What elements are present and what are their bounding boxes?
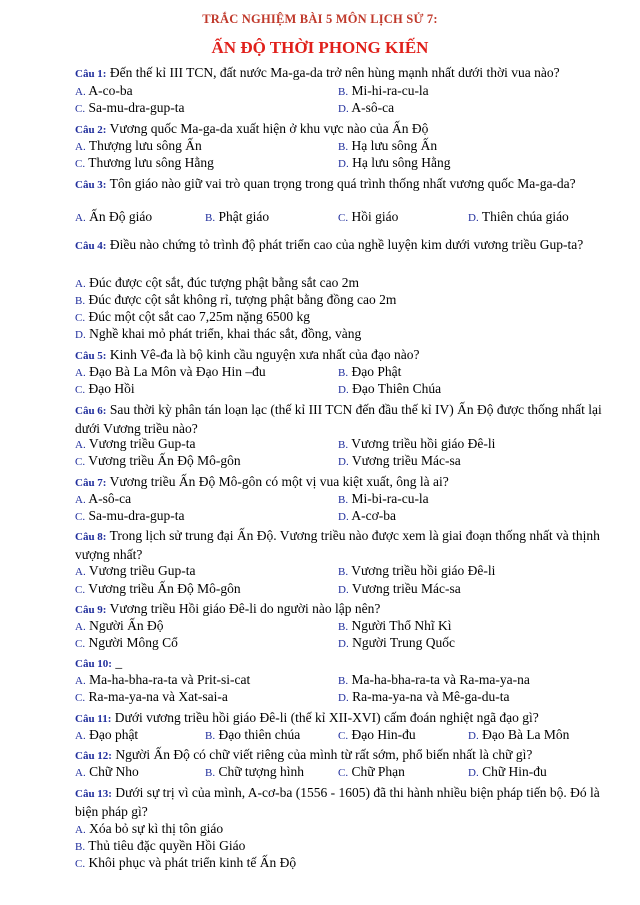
- option-text: Ra-ma-ya-na và Mê-ga-du-ta: [352, 689, 510, 704]
- question-text: Trong lịch sử trung đại Ấn Độ. Vương triều nào được xem là giai đoạn thống nhất và thịnh vượng nhất?: [75, 528, 600, 562]
- option-text: Ra-ma-ya-na và Xat-sai-a: [88, 689, 228, 704]
- option-letter: B.: [75, 295, 86, 307]
- option-d[interactable]: [338, 452, 461, 471]
- option-letter: C.: [75, 456, 86, 468]
- option-letter: B.: [205, 767, 216, 779]
- option-text: Hạ lưu sông Hằng: [352, 155, 451, 170]
- question-number: Câu 1:: [75, 68, 107, 80]
- question-3: [75, 175, 615, 194]
- document-title: ẤN ĐỘ THỜI PHONG KIẾN: [211, 38, 429, 57]
- question-text: Đến thế kỉ III TCN, đất nước Ma-ga-da trở nên hùng mạnh nhất dưới thời vua nào?: [109, 65, 560, 80]
- option-text: Đạo Thiên Chúa: [352, 381, 442, 396]
- option-letter: C.: [338, 730, 349, 742]
- option-c[interactable]: [75, 634, 178, 653]
- option-text: Mi-bi-ra-cu-la: [351, 491, 429, 506]
- question-number: Câu 11:: [75, 713, 112, 725]
- option-letter: C.: [338, 767, 349, 779]
- option-letter: B.: [338, 675, 349, 687]
- question-number: Câu 8:: [75, 531, 107, 543]
- option-letter: A.: [75, 367, 86, 379]
- question-number: Câu 5:: [75, 350, 107, 362]
- option-text: Đạo phật: [89, 727, 139, 742]
- option-text: Đạo Hồi: [88, 381, 135, 396]
- option-letter: A.: [75, 730, 86, 742]
- option-letter: C.: [75, 584, 86, 596]
- option-d[interactable]: [468, 726, 569, 745]
- question-text: Vương triều Ấn Độ Mô-gôn có một vị vua kiệt xuất, ông là ai?: [109, 474, 449, 489]
- option-letter: A.: [75, 767, 86, 779]
- option-d[interactable]: [75, 325, 361, 344]
- option-letter: C.: [75, 103, 86, 115]
- option-d[interactable]: [338, 507, 396, 526]
- option-text: Vương triều Gup-ta: [88, 436, 196, 451]
- option-text: Chữ Phạn: [351, 764, 405, 779]
- option-d[interactable]: [468, 763, 547, 782]
- option-letter: A.: [75, 621, 86, 633]
- option-letter: B.: [205, 212, 216, 224]
- option-d[interactable]: [338, 580, 461, 599]
- question-text: Dưới vương triều hồi giáo Đê-li (thế kỉ XII-XVI) cấm đoán nghiệt ngã đạo gì?: [114, 710, 539, 725]
- option-letter: B.: [338, 494, 349, 506]
- option-c[interactable]: [75, 580, 241, 599]
- option-d[interactable]: [338, 688, 510, 707]
- option-text: Người Trung Quốc: [352, 635, 456, 650]
- option-letter: B.: [338, 367, 349, 379]
- option-text: Nghề khai mỏ phát triển, khai thác sắt, đồng, vàng: [89, 326, 362, 341]
- option-text: Khôi phục và phát triển kinh tế Ấn Độ: [88, 855, 297, 870]
- option-letter: A.: [75, 278, 86, 290]
- question-number: Câu 3:: [75, 179, 107, 191]
- option-letter: A.: [75, 86, 86, 98]
- option-text: Vương triều hồi giáo Đê-li: [351, 563, 496, 578]
- option-text: Đúc được cột sắt không rỉ, tượng phật bằng đồng cao 2m: [88, 292, 397, 307]
- question-text: Người Ấn Độ có chữ viết riêng của mình từ rất sớm, phổ biến nhất là chữ gì?: [115, 747, 533, 762]
- option-text: Người Mông Cổ: [88, 635, 178, 650]
- question-text: Vương quốc Ma-ga-da xuất hiện ở khu vực nào của Ấn Độ: [109, 121, 429, 136]
- question-number: Câu 7:: [75, 477, 107, 489]
- option-c[interactable]: [75, 452, 241, 471]
- option-letter: D.: [468, 212, 479, 224]
- option-a[interactable]: [75, 726, 138, 745]
- option-letter: C.: [75, 638, 86, 650]
- option-c[interactable]: [338, 208, 398, 227]
- option-text: Vương triều Gup-ta: [88, 563, 196, 578]
- option-c[interactable]: [75, 154, 214, 173]
- option-letter: B.: [338, 141, 349, 153]
- option-b[interactable]: [338, 562, 495, 581]
- question-4: [75, 236, 615, 255]
- option-text: Đạo Bà La Môn và Đạo Hin –đu: [89, 364, 266, 379]
- option-letter: C.: [338, 212, 349, 224]
- option-b[interactable]: [205, 726, 300, 745]
- option-text: Hạ lưu sông Ấn: [351, 138, 438, 153]
- option-b[interactable]: [205, 208, 269, 227]
- question-number: Câu 6:: [75, 405, 107, 417]
- option-c[interactable]: [75, 380, 135, 399]
- question-number: Câu 2:: [75, 124, 107, 136]
- option-text: Đạo thiên chúa: [218, 727, 301, 742]
- option-text: Ấn Độ giáo: [89, 209, 153, 224]
- option-letter: D.: [338, 511, 349, 523]
- option-c[interactable]: [338, 763, 405, 782]
- question-6: [75, 401, 615, 438]
- option-letter: C.: [75, 384, 86, 396]
- option-text: Ma-ha-bha-ra-ta và Ra-ma-ya-na: [351, 672, 530, 687]
- option-a[interactable]: [75, 763, 139, 782]
- option-d[interactable]: [338, 634, 455, 653]
- question-text: Điều nào chứng tỏ trình độ phát triển cao của nghề luyện kim dưới vương triều Gup-ta?: [109, 237, 584, 252]
- option-text: Chữ Nho: [89, 764, 139, 779]
- question-text: Tôn giáo nào giữ vai trò quan trọng trong quá trình thống nhất vương quốc Ma-ga-da?: [109, 176, 576, 191]
- option-text: A-sô-ca: [88, 491, 132, 506]
- option-c[interactable]: [75, 99, 184, 118]
- option-text: Đúc một cột sắt cao 7,25m nặng 6500 kg: [88, 309, 311, 324]
- option-text: A-co-ba: [88, 83, 133, 98]
- option-letter: D.: [338, 103, 349, 115]
- option-text: Thượng lưu sông Ấn: [88, 138, 202, 153]
- question-text: Kinh Vê-đa là bộ kinh cầu nguyện xưa nhất của đạo nào?: [109, 347, 420, 362]
- option-text: Sa-mu-dra-gup-ta: [88, 508, 185, 523]
- option-letter: D.: [338, 456, 349, 468]
- option-letter: D.: [338, 384, 349, 396]
- option-text: Xóa bỏ sự kì thị tôn giáo: [89, 821, 224, 836]
- option-letter: C.: [75, 511, 86, 523]
- option-text: Hồi giáo: [351, 209, 399, 224]
- option-text: Sa-mu-dra-gup-ta: [88, 100, 185, 115]
- option-letter: B.: [75, 841, 86, 853]
- option-text: Đạo Phật: [351, 364, 402, 379]
- question-13: [75, 784, 615, 821]
- option-letter: D.: [338, 158, 349, 170]
- option-text: Đạo Hin-đu: [351, 727, 416, 742]
- question-number: Câu 13:: [75, 788, 112, 800]
- option-text: A-cơ-ba: [351, 508, 396, 523]
- option-letter: D.: [338, 692, 349, 704]
- document-subtitle: TRẮC NGHIỆM BÀI 5 MÔN LỊCH SỬ 7:: [202, 12, 438, 26]
- option-c[interactable]: [75, 507, 184, 526]
- option-text: Người Ấn Độ: [89, 618, 164, 633]
- option-c[interactable]: [75, 854, 296, 873]
- option-text: Đạo Bà La Môn: [482, 727, 570, 742]
- option-d[interactable]: [338, 380, 441, 399]
- option-text: Chữ Hin-đu: [482, 764, 547, 779]
- option-letter: C.: [75, 158, 86, 170]
- option-letter: C.: [75, 692, 86, 704]
- option-letter: A.: [75, 141, 86, 153]
- option-text: Người Thổ Nhĩ Kì: [351, 618, 452, 633]
- option-letter: D.: [338, 584, 349, 596]
- option-letter: B.: [338, 621, 349, 633]
- question-8: [75, 527, 615, 564]
- question-number: Câu 9:: [75, 604, 107, 616]
- option-text: Thương lưu sông Hằng: [88, 155, 214, 170]
- option-text: Ma-ha-bha-ra-ta và Prit-si-cat: [89, 672, 251, 687]
- option-text: Vương triều Mác-sa: [351, 453, 461, 468]
- option-letter: B.: [205, 730, 216, 742]
- question-number: Câu 12:: [75, 750, 112, 762]
- option-text: Mi-hi-ra-cu-la: [351, 83, 429, 98]
- option-a[interactable]: [75, 562, 196, 581]
- option-letter: A.: [75, 675, 86, 687]
- option-d[interactable]: [468, 208, 569, 227]
- question-text: Vương triều Hồi giáo Đê-li do người nào lập nên?: [109, 601, 381, 616]
- option-letter: D.: [468, 767, 479, 779]
- option-letter: A.: [75, 566, 86, 578]
- option-letter: D.: [75, 329, 86, 341]
- option-d[interactable]: [338, 154, 451, 173]
- question-number: Câu 4:: [75, 240, 107, 252]
- option-text: Đúc được cột sắt, đúc tượng phật bằng sắt cao 2m: [89, 275, 360, 290]
- option-text: Vương triều Ấn Độ Mô-gôn: [88, 453, 241, 468]
- option-letter: A.: [75, 212, 86, 224]
- option-b[interactable]: [205, 763, 304, 782]
- question-text: _: [115, 655, 123, 670]
- option-d[interactable]: [338, 99, 394, 118]
- option-text: Vương triều hồi giáo Đê-li: [351, 436, 496, 451]
- option-c[interactable]: [338, 726, 416, 745]
- question-text: Sau thời kỳ phân tán loạn lạc (thế kỉ III TCN đến đầu thế kỉ IV) Ấn Độ được thống nhất lại dưới Vương triều nào?: [75, 402, 602, 436]
- option-text: Phật giáo: [218, 209, 270, 224]
- option-a[interactable]: [75, 208, 152, 227]
- option-text: Thủ tiêu đặc quyền Hồi Giáo: [88, 838, 246, 853]
- question-1: [75, 64, 615, 83]
- option-text: Thiên chúa giáo: [481, 209, 569, 224]
- option-c[interactable]: [75, 688, 228, 707]
- option-letter: B.: [338, 566, 349, 578]
- option-letter: A.: [75, 494, 86, 506]
- question-number: Câu 10:: [75, 658, 112, 670]
- option-letter: B.: [338, 439, 349, 451]
- option-text: Chữ tượng hình: [218, 764, 304, 779]
- option-letter: A.: [75, 824, 86, 836]
- question-text: Dưới sự trị vì của mình, A-cơ-ba (1556 - 1605) đã thi hành nhiều biện pháp tiến bộ. Đó là biện pháp gì?: [75, 785, 600, 819]
- option-text: Vương triều Ấn Độ Mô-gôn: [88, 581, 241, 596]
- option-letter: D.: [338, 638, 349, 650]
- option-letter: D.: [468, 730, 479, 742]
- option-letter: B.: [338, 86, 349, 98]
- option-letter: A.: [75, 439, 86, 451]
- option-text: A-sô-ca: [351, 100, 395, 115]
- option-letter: C.: [75, 858, 86, 870]
- option-letter: C.: [75, 312, 86, 324]
- option-text: Vương triều Mác-sa: [351, 581, 461, 596]
